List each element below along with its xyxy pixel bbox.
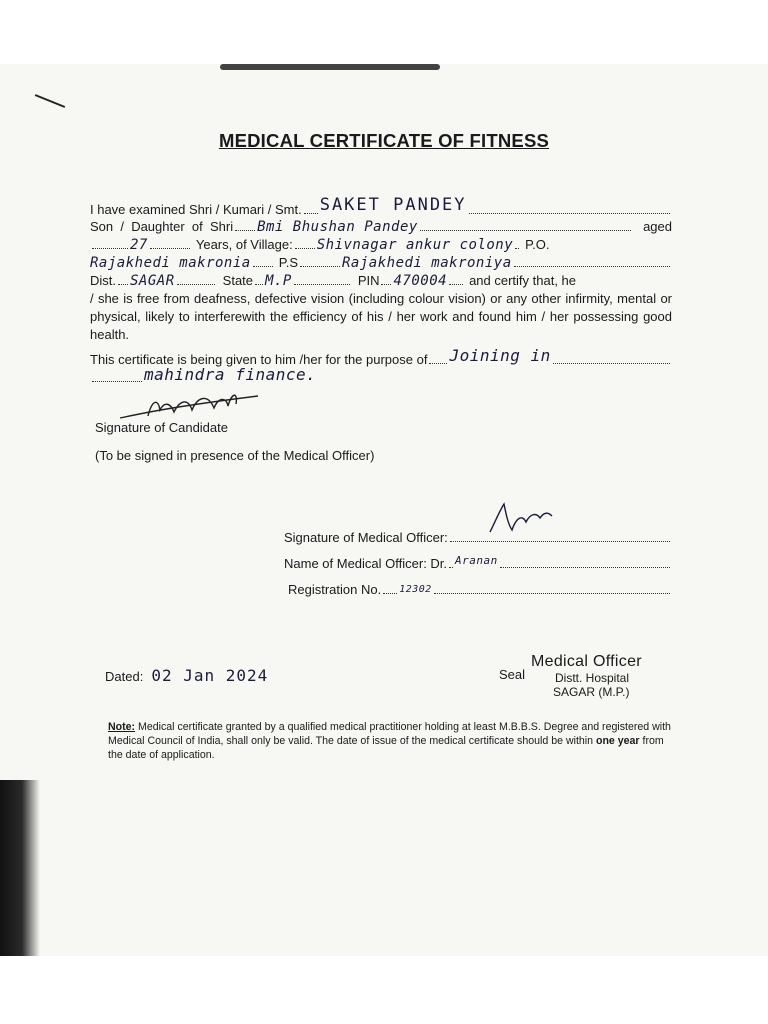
dated-label: Dated: (105, 669, 144, 684)
aged-label: aged (643, 219, 672, 234)
ps-label: P.S (278, 255, 298, 270)
note-label: Note: (108, 721, 136, 733)
note-text-2: from the date of application. (108, 735, 664, 761)
mo-signature-row (284, 530, 672, 556)
dist-label: Dist. (90, 273, 116, 288)
presence-note: (To be signed in presence of the Medical Officer) (95, 448, 375, 463)
mo-signature-label: Signature of Medical Officer: (284, 530, 448, 545)
age-value: 27 (130, 237, 148, 253)
district-value: SAGAR (130, 273, 175, 289)
mo-name-value: Aranan (455, 554, 498, 567)
state-label: State (222, 273, 254, 288)
mo-name-row (284, 556, 672, 582)
mo-name-label: Name of Medical Officer: Dr. (284, 556, 448, 571)
examined-label: I have examined Shri / Kumari / Smt. (90, 202, 302, 217)
certificate-body (90, 195, 672, 386)
medical-officer-title: Medical Officer (531, 653, 642, 670)
pin-label: PIN (357, 273, 380, 288)
line-parent (90, 218, 672, 236)
certify-label: and certify that, he (469, 273, 577, 288)
purpose-value-1: Joining in (449, 346, 551, 365)
po-label: P.O. (525, 237, 550, 252)
purpose-label: This certificate is being given to him /her for the purpose of (90, 352, 428, 367)
dated-value: 02 Jan 2024 (151, 666, 269, 685)
post-office-value: Rajakhedi makronia (90, 255, 251, 271)
fitness-statement: / she is free from deafness, defective vision (including colour vision) or any other infirmity, mental or physical, likely to interferewith the efficiency of his / her work and found him / her possessing good health. (90, 291, 672, 342)
note-block (108, 720, 674, 762)
police-station-value: Rajakhedi makroniya (342, 255, 512, 271)
line-po-ps (90, 254, 672, 272)
line-district (90, 272, 672, 290)
scan-dark-edge (0, 780, 40, 956)
line-examined (90, 195, 672, 218)
line-purpose-2 (90, 365, 672, 386)
seal-label: Seal (499, 667, 526, 682)
parent-name: Bmi Bhushan Pandey (257, 219, 418, 235)
line-age-village (90, 236, 672, 254)
mo-registration-value: 12302 (399, 584, 432, 595)
candidate-signature-label: Signature of Candidate (95, 420, 228, 435)
village-value: Shivnagar ankur colony (316, 237, 514, 253)
certificate-title: MEDICAL CERTIFICATE OF FITNESS (218, 130, 550, 151)
medical-officer-block (284, 530, 672, 608)
hospital-name: Distt. Hospital (555, 671, 630, 685)
mo-registration-row (284, 582, 672, 608)
note-text-1: Medical certificate granted by a qualified medical practitioner holding at least M.B.B.S. Degree and registered with Medical Council of India, shall only be valid. The date of issue of the medical certificate should be within (108, 721, 671, 747)
state-value: M.P (265, 273, 292, 289)
scan-edge-shadow (220, 64, 440, 70)
candidate-name: SAKET PANDEY (319, 195, 467, 215)
years-village-label: Years, of Village: (195, 237, 293, 252)
purpose-value-2: mahindra finance. (144, 365, 317, 384)
hospital-place: SAGAR (M.P.) (553, 685, 630, 699)
note-emphasis: one year (595, 735, 640, 747)
dated-row (105, 666, 268, 685)
pin-value: 470004 (393, 273, 448, 289)
mo-registration-label: Registration No. (288, 582, 382, 597)
parent-label: Son / Daughter of Shri (90, 219, 234, 234)
